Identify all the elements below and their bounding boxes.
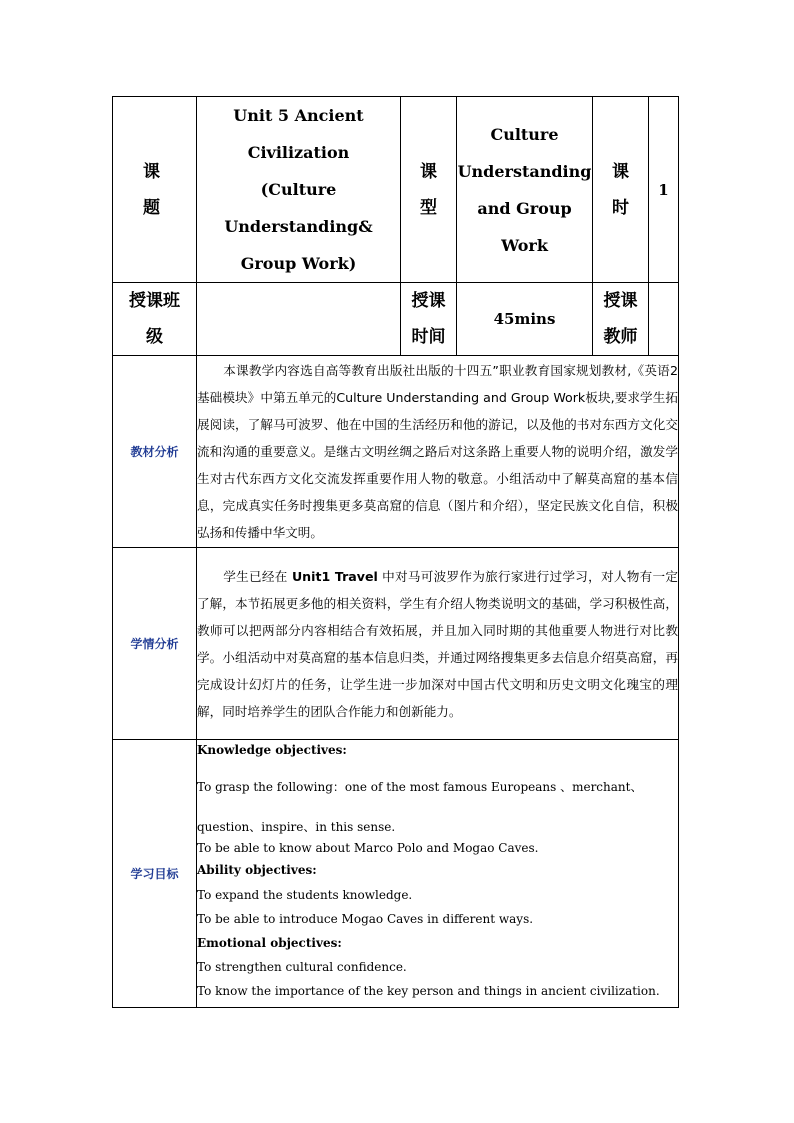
type-value-line: Understanding: [457, 161, 592, 181]
topic-title: [197, 97, 401, 283]
knowledge-objective: To grasp the following：one of the most famous Europeans 、merchant、: [197, 780, 643, 794]
emotional-objective: To strengthen cultural confidence.: [197, 960, 407, 974]
topic-title-line: Understanding&: [224, 217, 373, 236]
class-label-line: 级: [146, 327, 163, 347]
textbook-analysis-body: 本课教学内容选自高等教育出版社出版的十四五”职业教育国家规划教材,《英语2 基础模块》中第五单元的Culture Understanding and Group Work板块,要求学生拓展阅读，了解马可波罗、他在中国的生活经历和他的游记，以及他的书对东西方文化交流和沟通的重要意义。是继古文明丝绸之路后对这条路上重要人物的说明介绍，激发学生对古代东西方文化交流发挥重要作用人物的敬意。小组活动中了解莫高窟的基本信息，完成真实任务时搜集更多莫高窟的信息（图片和介绍），坚定民族文化自信，积极弘扬和传播中华文明。: [197, 363, 678, 540]
textbook-analysis-label: 教材分析: [113, 356, 197, 548]
knowledge-objective: To be able to know about Marco Polo and Mogao Caves.: [197, 841, 539, 855]
learner-analysis-row: [113, 548, 679, 740]
type-value-line: Work: [501, 235, 548, 255]
class-label-line: 授课班: [129, 291, 180, 311]
topic-row: [113, 97, 679, 283]
teacher-label-line: 授课: [603, 291, 638, 311]
schedule-row: [113, 283, 679, 356]
type-value: [457, 97, 593, 283]
textbook-analysis-row: [113, 356, 679, 548]
hours-label-line: 时: [612, 197, 629, 218]
type-value-line: and Group: [477, 198, 572, 218]
learner-analysis-label: 学情分析: [113, 548, 197, 740]
time-value: 45mins: [457, 283, 593, 356]
spacer: [197, 759, 678, 775]
hours-label: [593, 97, 649, 283]
learning-objectives-row: [113, 740, 679, 1008]
knowledge-objectives-heading: Knowledge objectives:: [197, 743, 347, 757]
teacher-label-line: 教师: [603, 327, 638, 347]
type-label: [401, 97, 457, 283]
topic-title-line: (Culture: [260, 180, 337, 199]
learner-analysis-text: [197, 548, 679, 740]
hours-label-line: 课: [612, 161, 629, 182]
teacher-label: [593, 283, 649, 356]
topic-title-line: Group Work): [240, 254, 357, 273]
emotional-objective: To know the importance of the key person and things in ancient civilization.: [197, 984, 660, 998]
class-value: [197, 283, 401, 356]
time-label-line: 授课: [411, 291, 446, 311]
topic-title-line: Civilization: [247, 143, 350, 162]
type-label-line: 课: [420, 161, 437, 182]
learner-analysis-body-start: 学生已经在: [223, 568, 292, 584]
learner-analysis-body-end: 中对马可波罗作为旅行家进行过学习，对人物有一定了解，本节拓展更多他的相关资料，学生有介绍人物类说明文的基础，学习积极性高，教师可以把两部分内容相结合有效拓展，并且加入同时期的其他重要人物进行对比教学。小组活动中对莫高窟的基本信息归类，并通过网络搜集更多去信息介绍莫高窟，再完成设计幻灯片的任务，让学生进一步加深对中国古代文明和历史文明文化瑰宝的理解，同时培养学生的团队合作能力和创新能力。: [197, 568, 678, 719]
lesson-plan-table: [112, 96, 679, 1008]
learning-objectives-label: 学习目标: [113, 740, 197, 1008]
emotional-objectives-heading: Emotional objectives:: [197, 936, 342, 950]
ability-objectives-heading: Ability objectives:: [197, 863, 317, 877]
topic-label: 课 题: [113, 97, 197, 283]
knowledge-objective: question、inspire、in this sense.: [197, 820, 396, 834]
topic-title-line: Unit 5 Ancient: [233, 106, 364, 125]
teacher-value: [649, 283, 679, 356]
spacer: [197, 799, 678, 815]
type-value-line: Culture: [490, 124, 559, 144]
time-label-line: 时间: [411, 327, 446, 347]
learning-objectives-content: [197, 740, 679, 1008]
hours-value: 1: [649, 97, 679, 283]
learner-analysis-unit-ref: Unit1 Travel: [291, 568, 378, 584]
textbook-analysis-text: [197, 356, 679, 548]
type-label-line: 型: [420, 197, 437, 218]
ability-objective: To be able to introduce Mogao Caves in different ways.: [197, 912, 534, 926]
ability-objective: To expand the students knowledge.: [197, 888, 413, 902]
class-label: [113, 283, 197, 356]
time-label: [401, 283, 457, 356]
